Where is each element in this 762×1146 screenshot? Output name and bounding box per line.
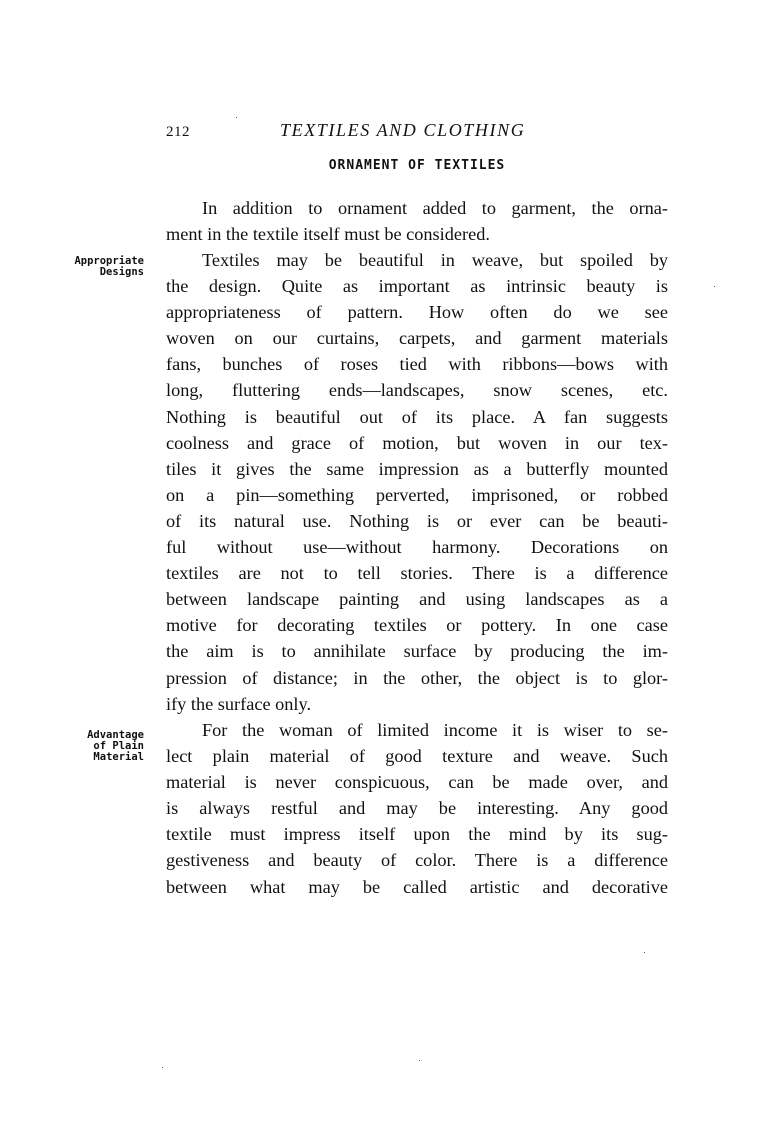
text-line: coolness and grace of motion, but woven in our tex-	[166, 432, 668, 453]
text-line: between landscape painting and using landscapes as a	[166, 589, 668, 610]
scan-speck	[162, 1067, 163, 1068]
text-line: ify the surface only.	[166, 693, 312, 714]
text-line: woven on our curtains, carpets, and garment materials	[166, 328, 668, 349]
scan-speck	[644, 952, 645, 953]
text-line: pression of distance; in the other, the object is to glor-	[166, 667, 668, 688]
sidenote-line: Appropriate	[74, 255, 144, 267]
text-line: ful without use—without harmony. Decorations on	[166, 537, 668, 558]
sidenote-line: Designs	[99, 266, 144, 278]
text-line: Nothing is beautiful out of its place. A fan suggests	[166, 406, 668, 427]
sidenote-line: of Plain	[93, 740, 144, 752]
text-line: is always restful and may be interesting. Any good	[166, 798, 668, 819]
text-line: long, fluttering ends—landscapes, snow scenes, etc.	[166, 380, 668, 401]
sidenote-line: Material	[93, 751, 144, 763]
text-line: motive for decorating textiles or pottery. In one case	[166, 615, 668, 636]
scan-speck	[236, 117, 237, 118]
text-line: fans, bunches of roses tied with ribbons—bows with	[166, 354, 668, 375]
paragraph-plain-material	[166, 717, 668, 900]
text-line: on a pin—something perverted, imprisoned, or robbed	[166, 484, 668, 505]
text-line: between what may be called artistic and decorative	[166, 876, 668, 897]
text-line: ment in the textile itself must be considered.	[166, 224, 490, 245]
text-line: tiles it gives the same impression as a butterfly mounted	[166, 458, 668, 479]
page-number: 212	[166, 124, 190, 140]
text-line: of its natural use. Nothing is or ever can be beauti-	[166, 510, 668, 531]
text-line: the design. Quite as important as intrinsic beauty is	[166, 276, 668, 297]
text-line: In addition to ornament added to garment, the orna-	[202, 198, 668, 218]
paragraph-intro	[166, 195, 668, 247]
section-title: ORNAMENT OF TEXTILES	[328, 158, 506, 173]
text-line: appropriateness of pattern. How often do we see	[166, 302, 668, 323]
book-title: TEXTILES AND CLOTHING	[280, 120, 526, 140]
sidenote-advantage-plain-material	[87, 730, 144, 763]
text-line: the aim is to annihilate surface by producing the im-	[166, 641, 668, 662]
sidenote-appropriate-designs	[74, 256, 144, 278]
text-line: gestiveness and beauty of color. There is a difference	[166, 850, 668, 871]
paragraph-appropriate-designs	[166, 247, 668, 717]
text-line: textiles are not to tell stories. There is a difference	[166, 563, 668, 584]
scan-speck	[714, 286, 715, 287]
sidenote-line: Advantage	[87, 729, 144, 741]
scan-speck	[419, 1060, 420, 1061]
text-line: textile must impress itself upon the mind by its sug-	[166, 824, 668, 845]
running-head	[166, 120, 668, 144]
text-line: For the woman of limited income it is wiser to se-	[202, 720, 668, 740]
text-line: Textiles may be beautiful in weave, but spoiled by	[202, 250, 668, 270]
text-line: lect plain material of good texture and weave. Such	[166, 746, 668, 767]
text-line: material is never conspicuous, can be made over, and	[166, 772, 668, 793]
